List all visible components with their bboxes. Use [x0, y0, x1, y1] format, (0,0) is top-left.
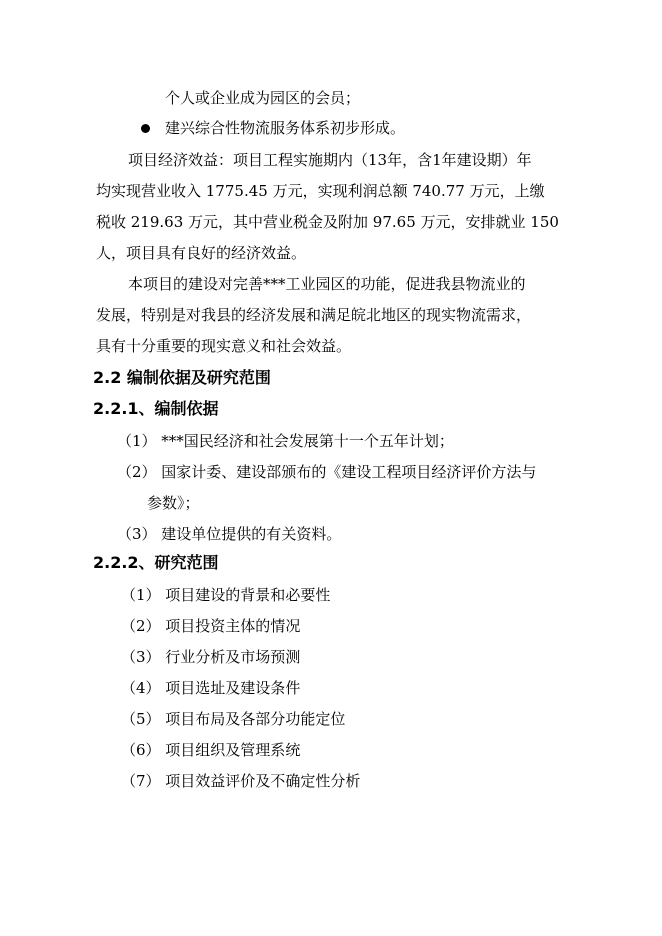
section-heading: 2.2 编制依据及研究范围: [93, 368, 271, 387]
subsection-heading: 2.2.1、编制依据: [93, 399, 219, 418]
paragraph-line: 本项目的建设对完善***工业园区的功能，促进我县物流业的: [128, 275, 526, 293]
list-item: （2） 项目投资主体的情况: [121, 617, 301, 635]
list-item: （7） 项目效益评价及不确定性分析: [121, 772, 361, 790]
bullet-item: 建兴综合性物流服务体系初步形成。: [165, 119, 406, 137]
paragraph-line: 发展，特别是对我县的经济发展和满足皖北地区的现实物流需求，: [96, 306, 532, 324]
paragraph-line: 税收 219.63 万元，其中营业税金及附加 97.65 万元，安排就业 150: [96, 213, 559, 231]
list-item: （3） 行业分析及市场预测: [121, 648, 301, 666]
list-item: （6） 项目组织及管理系统: [121, 741, 301, 759]
paragraph-line: 个人或企业成为园区的会员；: [165, 89, 361, 107]
list-item-continuation: 参数》；: [147, 494, 200, 512]
list-item: （4） 项目选址及建设条件: [121, 679, 301, 697]
paragraph-line: 项目经济效益：项目工程实施期内（13年，含1年建设期）年: [128, 151, 532, 169]
paragraph-line: 均实现营业收入 1775.45 万元，实现利润总额 740.77 万元，上缴: [96, 182, 545, 200]
list-item: （3） 建设单位提供的有关资料。: [117, 525, 342, 543]
bullet-icon: [141, 124, 150, 133]
list-item: （1） 项目建设的背景和必要性: [121, 586, 331, 604]
subsection-heading: 2.2.2、研究范围: [93, 553, 219, 572]
paragraph-line: 人，项目具有良好的经济效益。: [96, 244, 307, 262]
paragraph-line: 具有十分重要的现实意义和社会效益。: [96, 337, 352, 355]
list-item: （2） 国家计委、建设部颁布的《建设工程项目经济评价方法与: [117, 463, 537, 481]
list-item: （5） 项目布局及各部分功能定位: [121, 710, 346, 728]
list-item: （1） ***国民经济和社会发展第十一个五年计划；: [117, 432, 454, 450]
